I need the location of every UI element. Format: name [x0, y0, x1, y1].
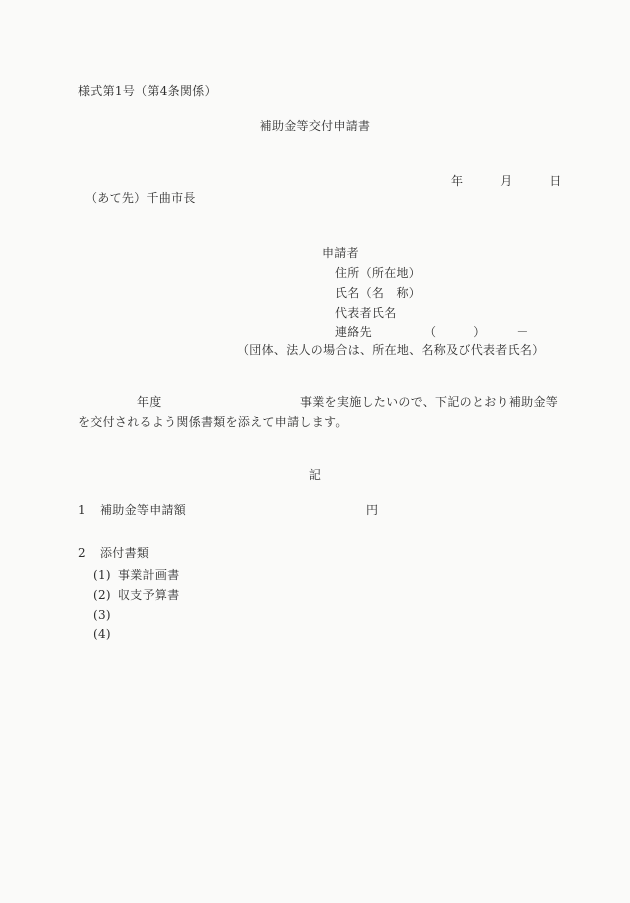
applicant-note: （団体、法人の場合は、所在地、名称及び代表者氏名）: [237, 343, 545, 357]
applicant-heading: 申請者: [322, 246, 359, 260]
sub-item-1-label: 事業計画書: [118, 568, 180, 582]
item1-number: 1: [78, 503, 86, 517]
sub-item-3-number: (3): [93, 608, 111, 622]
sub-item-2-number: (2): [93, 588, 111, 602]
body-fiscal-year-suffix: 年度: [137, 395, 162, 409]
applicant-address-label: 住所（所在地）: [335, 266, 422, 280]
body-line1: 事業を実施したいので、下記のとおり補助金等: [300, 395, 559, 409]
applicant-contact-label: 連絡先: [335, 325, 372, 339]
item1-label: 補助金等申請額: [100, 503, 187, 517]
date-line: 年 月 日: [451, 174, 562, 188]
applicant-name-label: 氏名（名 称）: [335, 286, 422, 300]
item1-unit: 円: [366, 503, 379, 517]
applicant-representative-label: 代表者氏名: [335, 306, 397, 320]
applicant-contact-phone-format: （ ） －: [424, 325, 529, 339]
form-number: 様式第1号（第4条関係）: [78, 84, 217, 98]
document-title: 補助金等交付申請書: [259, 119, 371, 133]
item2-number: 2: [78, 546, 86, 560]
record-heading: 記: [308, 468, 322, 482]
body-line2: を交付されるよう関係書類を添えて申請します。: [78, 415, 348, 429]
addressee: （あて先）千曲市長: [85, 191, 196, 205]
item2-label: 添付書類: [100, 546, 150, 560]
sub-item-1-number: (1): [93, 568, 111, 582]
sub-item-4-number: (4): [93, 627, 111, 641]
sub-item-2-label: 収支予算書: [118, 588, 180, 602]
